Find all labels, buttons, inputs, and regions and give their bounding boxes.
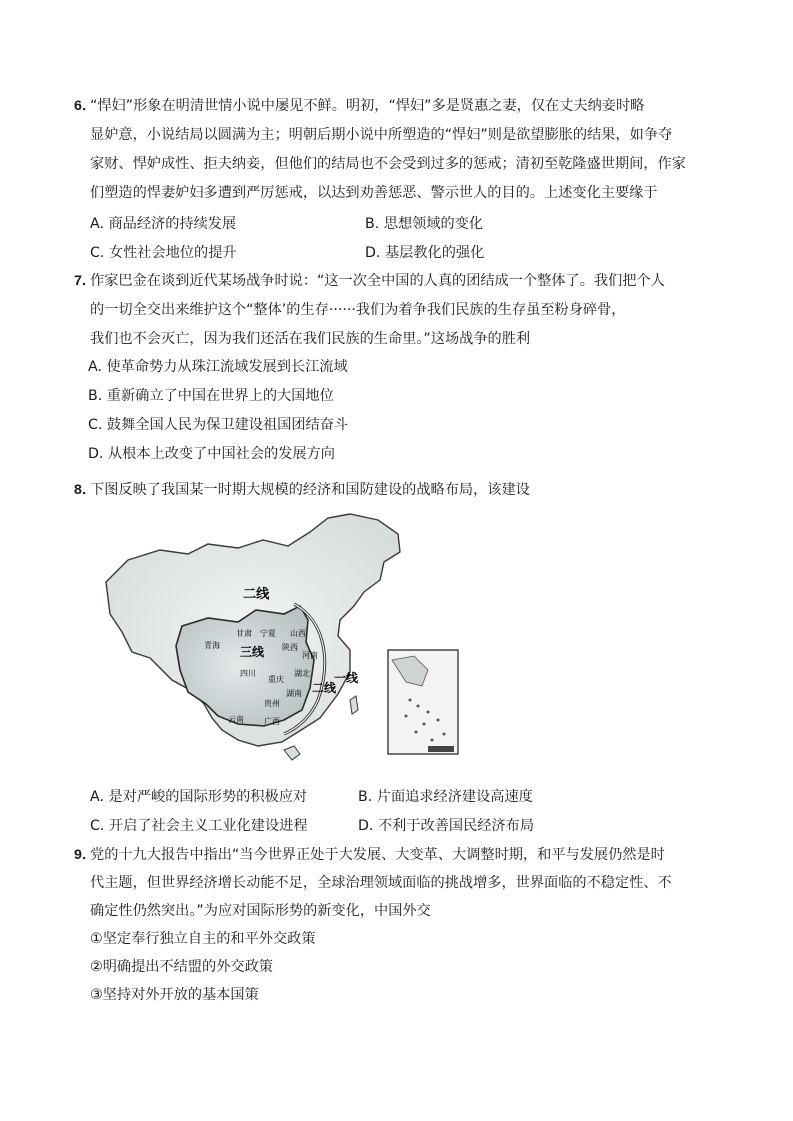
svg-text:一线: 一线 (334, 671, 359, 685)
option-c[interactable]: C. 开启了社会主义工业化建设进程 (90, 818, 308, 834)
option-a[interactable]: A. 是对严峻的国际形势的积极应对 (90, 789, 308, 805)
statement-2: ②明确提出不结盟的外交政策 (90, 959, 273, 975)
question-text-line: 们塑造的悍妻妒妇多遭到严厉惩戒，以达到劝善惩恶、警示世人的目的。上述变化主要缘于 (90, 185, 658, 201)
label-second-line: 二线 (243, 587, 270, 602)
question-number: 7． (74, 273, 97, 289)
question-text-line: 党的十九大报告中指出“当今世界正处于大发展、大变革、大调整时期，和平与发展仍然是时 (90, 847, 665, 863)
label-shanxi: 山西 (290, 629, 306, 638)
label-hubei: 湖北 (294, 669, 310, 678)
question-text-line: 家财、悍妒成性、拒夫纳妾，但他们的结局也不会受到过多的惩戒；清初至乾隆盛世期间，作家 (90, 156, 686, 172)
label-ningxia: 宁夏 (260, 629, 276, 638)
label-sichuan: 四川 (240, 669, 256, 678)
third-front-region (176, 606, 314, 726)
china-third-front-map (88, 510, 468, 772)
option-d[interactable]: D. 基层教化的强化 (365, 245, 485, 261)
option-c[interactable]: C. 女性社会地位的提升 (90, 245, 237, 261)
label-yunnan: 云南 (228, 715, 244, 724)
label-guangxi: 广西 (264, 717, 280, 726)
option-a[interactable]: A. 使革命势力从珠江流域发展到长江流域 (88, 359, 348, 375)
svg-text:二线: 二线 (312, 681, 337, 695)
label-third-line-vertical (240, 644, 265, 659)
svg-text:三线: 三线 (240, 645, 265, 659)
option-d[interactable]: D. 不利于改善国民经济布局 (358, 818, 535, 834)
option-c[interactable]: C. 鼓舞全国人民为保卫建设祖国团结奋斗 (88, 417, 349, 433)
label-chongqing: 重庆 (268, 675, 284, 684)
label-first-line (334, 670, 359, 685)
option-a[interactable]: A. 商品经济的持续发展 (90, 216, 237, 232)
taiwan-island (350, 696, 358, 714)
hainan-island (284, 746, 300, 760)
statement-3: ③坚持对外开放的基本国策 (90, 987, 259, 1003)
option-b[interactable]: B. 片面追求经济建设高速度 (358, 789, 533, 805)
label-guizhou: 贵州 (264, 699, 280, 708)
question-text-line: 下图反映了我国某一时期大规模的经济和国防建设的战略布局，该建设 (90, 482, 530, 498)
label-henan: 河南 (302, 651, 318, 660)
question-text-line: 确定性仍然突出。”为应对国际形势的新变化，中国外交 (90, 903, 431, 919)
option-b[interactable]: B. 重新确立了中国在世界上的大国地位 (88, 388, 334, 404)
label-hunan: 湖南 (286, 689, 302, 698)
question-text-line: 代主题，但世界经济增长动能不足，全球治理领域面临的挑战增多，世界面临的不稳定性、不 (90, 875, 672, 891)
statement-1: ①坚定奉行独立自主的和平外交政策 (90, 931, 316, 947)
question-text-line: 作家巴金在谈到近代某场战争时说：“这一次全中国的人真的团结成一个整体了。我们把个人 (90, 273, 665, 289)
label-gansu: 甘肃 (236, 629, 252, 638)
label-shaanxi: 陕西 (282, 643, 298, 652)
option-d[interactable]: D. 从根本上改变了中国社会的发展方向 (88, 446, 335, 462)
question-number: 6． (74, 98, 97, 114)
question-text-line: “悍妇”形象在明清世情小说中屡见不鲜。明初，“悍妇”多是贤惠之妻，仅在丈夫纳妾时略 (90, 98, 645, 114)
question-text-line: 我们也不会灭亡，因为我们还活在我们民族的生命里。”这场战争的胜利 (90, 331, 531, 347)
question-text-line: 显妒意，小说结局以圆满为主；明朝后期小说中所塑造的“悍妇”则是欲望膨胀的结果，如争夺 (90, 127, 673, 143)
question-number: 9． (74, 847, 97, 863)
question-number: 8． (74, 482, 97, 498)
option-b[interactable]: B. 思想领域的变化 (365, 216, 484, 232)
question-text-line: 的一切全交出来维护这个“整体’的生存······我们为着争我们民族的生存虽至粉身碎骨， (90, 302, 626, 318)
label-qinghai: 青海 (204, 641, 220, 650)
